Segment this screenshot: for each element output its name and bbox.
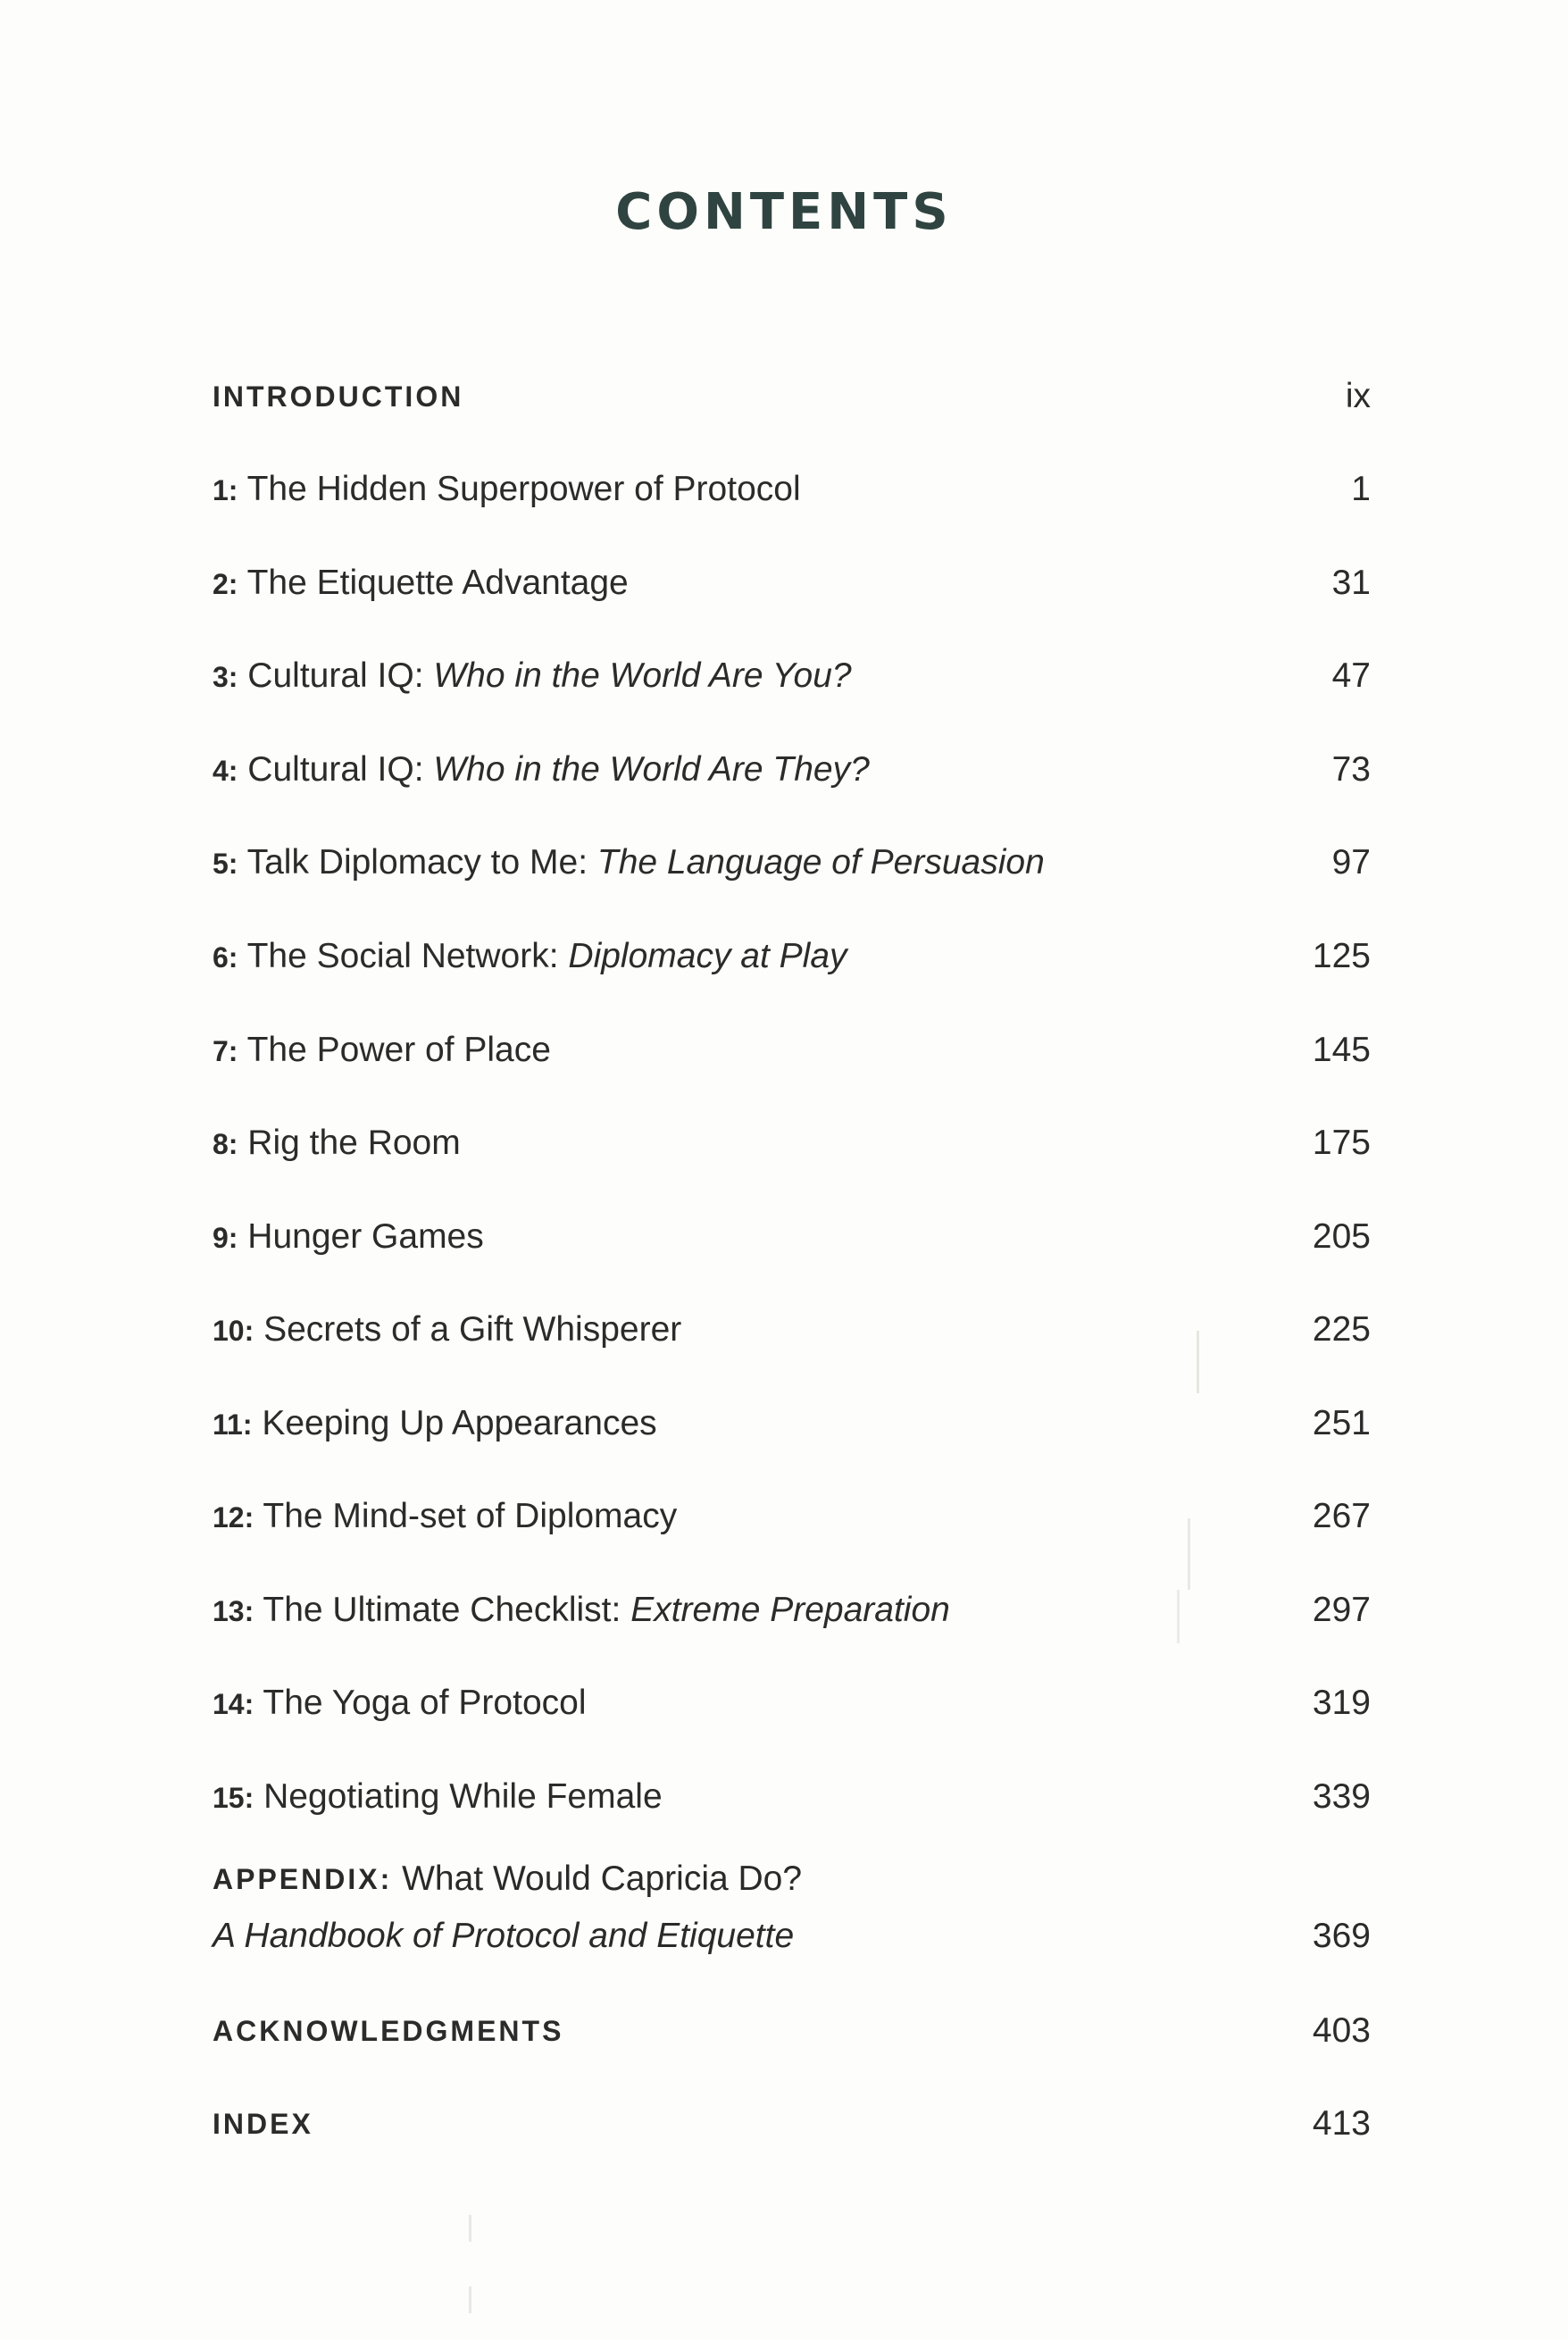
introduction-page-number: ix xyxy=(1345,377,1371,415)
index-label: INDEX xyxy=(213,2107,313,2140)
chapter-page-number: 73 xyxy=(1331,750,1371,789)
scan-speck xyxy=(469,2215,471,2242)
chapter-number: 15: xyxy=(213,1782,254,1814)
toc-entry-introduction xyxy=(213,370,1371,423)
chapter-title: Secrets of a Gift Whisperer xyxy=(263,1310,682,1349)
chapter-page-number: 1 xyxy=(1351,470,1371,508)
scan-speck xyxy=(1177,1590,1180,1643)
chapter-title: Talk Diplomacy to Me: xyxy=(246,843,597,882)
acknowledgments-page-number: 403 xyxy=(1312,2011,1371,2050)
scan-speck xyxy=(1197,1331,1199,1393)
chapter-title: Negotiating While Female xyxy=(263,1777,663,1816)
toc-entry-chapter-12 xyxy=(213,1490,1371,1543)
chapter-number: 5: xyxy=(213,848,238,880)
chapter-subtitle: Who in the World Are You? xyxy=(433,656,852,695)
toc-entry-chapter-8 xyxy=(213,1116,1371,1170)
chapter-page-number: 145 xyxy=(1312,1031,1371,1069)
acknowledgments-label: ACKNOWLEDGMENTS xyxy=(213,2014,564,2047)
toc-entry-chapter-5 xyxy=(213,836,1371,890)
chapter-title: Hunger Games xyxy=(247,1217,484,1256)
chapter-number: 3: xyxy=(213,661,238,693)
appendix-page-number: 369 xyxy=(1312,1917,1371,1955)
chapter-number: 14: xyxy=(213,1688,254,1720)
toc-entry-chapter-2 xyxy=(213,556,1371,610)
chapter-number: 12: xyxy=(213,1501,254,1534)
chapter-page-number: 125 xyxy=(1312,937,1371,975)
toc-entry-chapter-1 xyxy=(213,463,1371,516)
chapter-subtitle: Who in the World Are They? xyxy=(433,750,870,789)
scan-speck xyxy=(1188,1518,1190,1590)
chapter-page-number: 297 xyxy=(1312,1591,1371,1629)
chapter-page-number: 267 xyxy=(1312,1497,1371,1535)
chapter-title: The Ultimate Checklist: xyxy=(263,1591,631,1629)
chapter-title: The Hidden Superpower of Protocol xyxy=(246,470,801,508)
chapter-title: Rig the Room xyxy=(247,1124,461,1162)
chapter-number: 1: xyxy=(213,474,238,506)
chapter-title: The Power of Place xyxy=(246,1031,551,1069)
scan-speck xyxy=(469,2286,471,2313)
chapter-title: The Mind-set of Diplomacy xyxy=(263,1497,678,1535)
chapter-title: Keeping Up Appearances xyxy=(262,1404,657,1442)
chapter-subtitle: The Language of Persuasion xyxy=(596,843,1045,882)
toc-entry-chapter-15 xyxy=(213,1770,1371,1824)
toc-entry-chapter-3 xyxy=(213,649,1371,703)
chapter-number: 4: xyxy=(213,755,238,787)
chapter-number: 9: xyxy=(213,1222,238,1254)
toc-entry-chapter-11 xyxy=(213,1397,1371,1450)
index-page-number: 413 xyxy=(1312,2104,1371,2143)
chapter-page-number: 225 xyxy=(1312,1310,1371,1349)
appendix-subtitle: A Handbook of Protocol and Etiquette xyxy=(213,1917,795,1955)
chapter-page-number: 205 xyxy=(1312,1217,1371,1256)
chapter-number: 8: xyxy=(213,1128,238,1160)
toc-entry-index xyxy=(213,2097,1371,2151)
chapter-subtitle: Diplomacy at Play xyxy=(568,937,847,975)
chapter-title: The Yoga of Protocol xyxy=(263,1684,587,1722)
chapter-number: 11: xyxy=(213,1408,253,1441)
chapter-page-number: 319 xyxy=(1312,1684,1371,1722)
page-title: CONTENTS xyxy=(615,183,953,241)
toc-entry-chapter-6 xyxy=(213,930,1371,983)
appendix-label: APPENDIX: xyxy=(213,1862,393,1895)
introduction-label: INTRODUCTION xyxy=(213,380,464,413)
appendix-title: What Would Capricia Do? xyxy=(392,1859,803,1898)
chapter-number: 13: xyxy=(213,1595,254,1627)
toc-entry-chapter-13 xyxy=(213,1584,1371,1637)
chapter-number: 7: xyxy=(213,1035,238,1067)
chapter-number: 10: xyxy=(213,1315,254,1347)
chapter-page-number: 251 xyxy=(1312,1404,1371,1442)
chapter-number: 2: xyxy=(213,568,238,600)
chapter-title: The Etiquette Advantage xyxy=(246,564,629,602)
chapter-title: Cultural IQ: xyxy=(247,750,434,789)
chapter-page-number: 339 xyxy=(1312,1777,1371,1816)
toc-entry-chapter-4 xyxy=(213,743,1371,797)
chapter-title: Cultural IQ: xyxy=(247,656,434,695)
toc-entry-chapter-9 xyxy=(213,1210,1371,1264)
chapter-page-number: 97 xyxy=(1331,843,1371,882)
toc-entry-appendix xyxy=(213,1852,1371,1963)
chapter-page-number: 175 xyxy=(1312,1124,1371,1162)
chapter-number: 6: xyxy=(213,941,238,974)
toc-entry-chapter-7 xyxy=(213,1024,1371,1077)
chapter-page-number: 31 xyxy=(1331,564,1371,602)
chapter-page-number: 47 xyxy=(1331,656,1371,695)
toc-entry-chapter-14 xyxy=(213,1676,1371,1730)
chapter-title: The Social Network: xyxy=(246,937,569,975)
toc-entry-acknowledgments xyxy=(213,2004,1371,2058)
chapter-subtitle: Extreme Preparation xyxy=(630,1591,950,1629)
